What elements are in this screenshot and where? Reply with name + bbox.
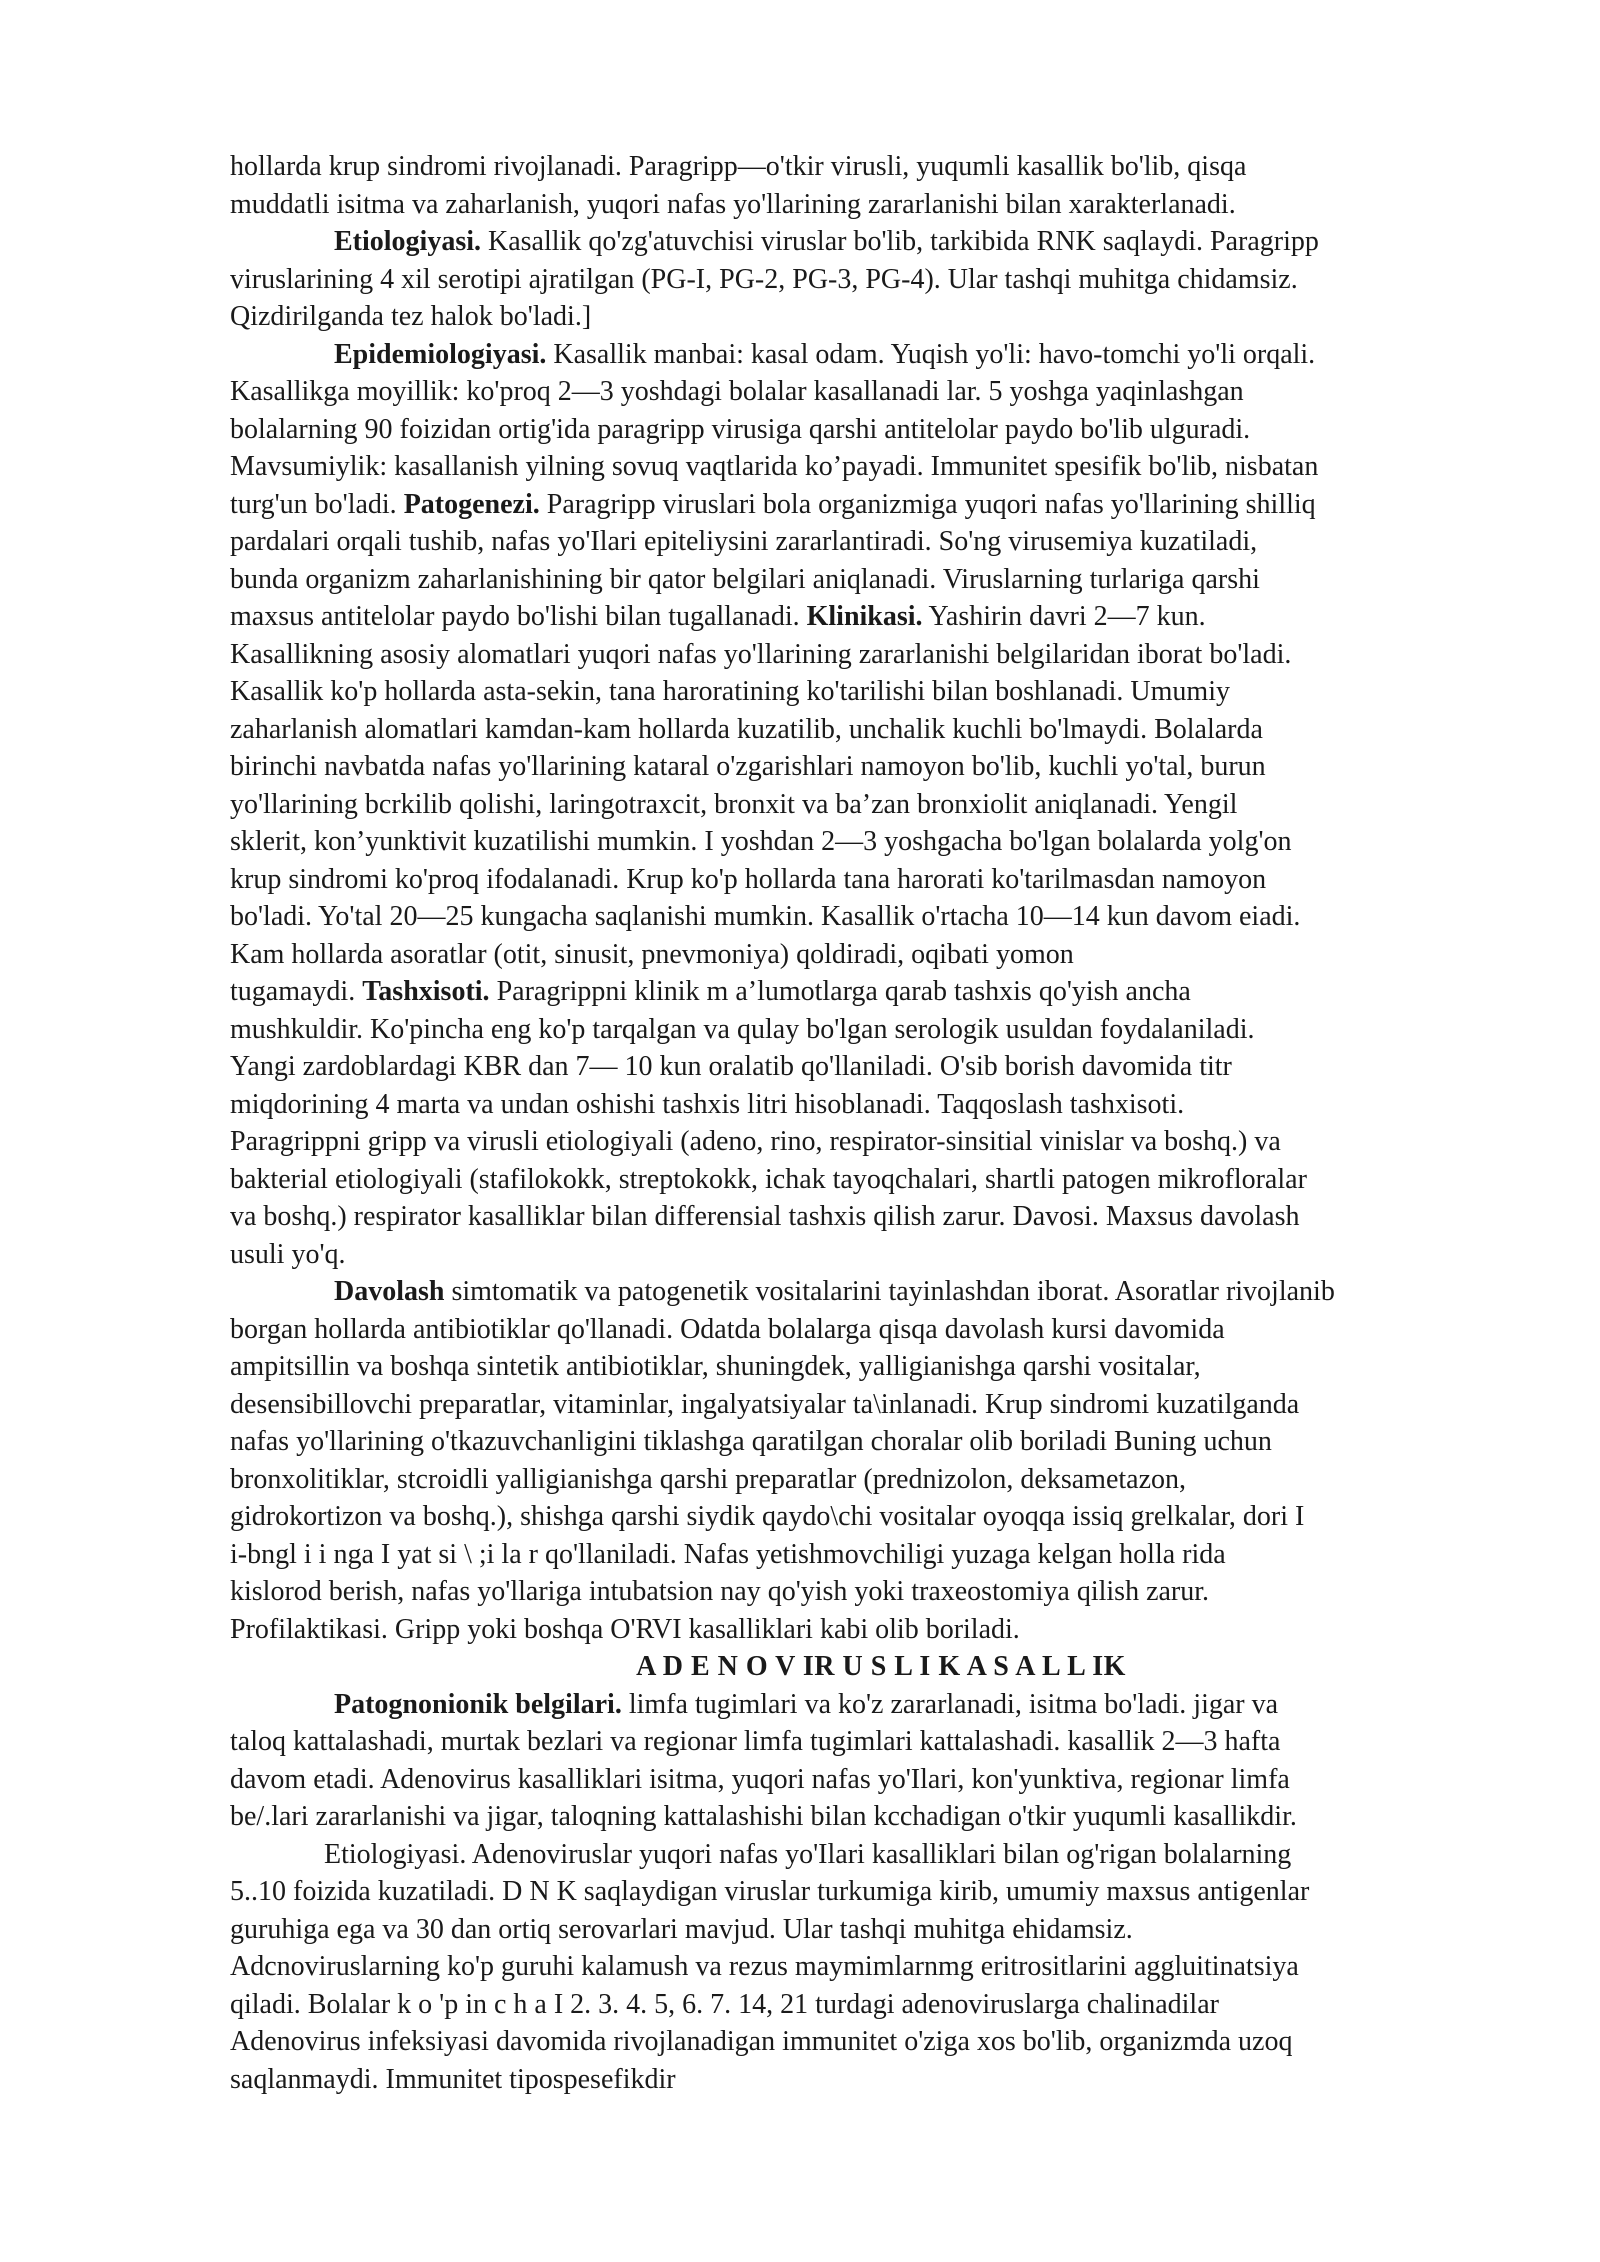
line-text: Adcnoviruslarning ko'p guruhi kalamush va rezus maymimlarnmg eritrositlarini aggluitinatsiya (230, 1951, 1299, 1982)
line-text: Kasallikga moyillik: ko'proq 2—3 yoshdagi bolalar kasallanadi lar. 5 yoshga yaqinlashgan (230, 376, 1244, 407)
text-line (230, 1798, 1492, 1836)
text-line (230, 148, 1492, 186)
line-text: yo'llarining bcrkilib qolishi, laringotraxcit, bronxit va ba’zan bronxiolit aniqlanadi. Yengil (230, 788, 1238, 820)
line-text: turg'un bo'ladi. (230, 488, 404, 520)
text-line (230, 1498, 1492, 1536)
line-text: pardalari orqali tushib, nafas yo'Ilari epiteliysini zararlantiradi. So'ng virusemiya kuzatiladi, (230, 526, 1258, 557)
line-text: usuli yo'q. (230, 1238, 346, 1270)
line-text: birinchi navbatda nafas yo'llarining kataral o'zgarishlari namoyon bo'lib, kuchli yo'tal, burun (230, 751, 1266, 782)
text-line (230, 223, 1492, 261)
line-text: mushkuldir. Ko'pincha eng ko'p tarqalgan va qulay bo'lgan serologik usuldan foydalaniladi. (230, 1013, 1255, 1045)
text-line (230, 186, 1492, 224)
text-line (230, 2061, 1492, 2099)
bold-term: Patognonionik belgilari. (334, 1688, 622, 1720)
text-line (230, 2023, 1492, 2061)
text-line (230, 561, 1492, 599)
text-line (230, 1423, 1492, 1461)
line-text: viruslarining 4 xil serotipi ajratilgan (PG-I, PG-2, PG-3, PG-4). Ular tashqi muhitga chidamsiz. (230, 263, 1298, 295)
text-line (230, 1048, 1492, 1086)
text-line (230, 936, 1492, 974)
text-line (230, 598, 1492, 636)
text-line (230, 1836, 1492, 1874)
line-text: miqdorining 4 marta va undan oshishi tashxis litri hisoblanadi. Taqqoslash tashxisoti. (230, 1088, 1185, 1120)
line-text: bakterial etiologiyali (stafilokokk, streptokokk, ichak tayoqchalari, shartli patogen mikrofloralar (230, 1163, 1307, 1195)
line-text: 5..10 foizida kuzatiladi. D N K saqlaydigan viruslar turkumiga kirib, umumiy maxsus antigenlar (230, 1876, 1310, 1907)
text-line (230, 411, 1492, 449)
line-text: sklerit, kon’yunktivit kuzatilishi mumkin. I yoshdan 2—3 yoshgacha bo'lgan bolalarda yolg'on (230, 826, 1292, 857)
text-line (230, 1161, 1492, 1199)
text-line (230, 1123, 1492, 1161)
bold-term: Tashxisoti. (362, 976, 490, 1007)
line-text: qiladi. Bolalar k o 'p in c h a I 2. 3. 4. 5, 6. 7. 14, 21 turdagi adenoviruslarga chalinadilar (230, 1988, 1219, 2020)
text-line (230, 1611, 1492, 1649)
line-text: Paragrippni klinik m a’lumotlarga qarab tashxis qo'yish ancha (489, 976, 1191, 1007)
line-text: simtomatik va patogenetik vositalarini tayinlashdan iborat. Asoratlar rivojlanib (444, 1276, 1335, 1307)
bold-term: Klinikasi. (806, 601, 923, 632)
bold-term: Davolash (334, 1276, 445, 1307)
text-line (230, 1986, 1492, 2024)
line-text: davom etadi. Adenovirus kasalliklari isitma, yuqori nafas yo'Ilari, kon'yunktiva, regionar limfa (230, 1763, 1290, 1795)
bold-term: Etiologiyasi. (334, 226, 482, 257)
text-line (230, 1911, 1492, 1949)
line-text: ampitsillin va boshqa sintetik antibiotiklar, shuningdek, yalligianishga qarshi vositalar, (230, 1351, 1201, 1382)
line-text: A D E N O V IR U S L I K A S A L L IK (636, 1651, 1126, 1682)
section-heading (230, 1648, 1492, 1686)
text-line (230, 711, 1492, 749)
text-line (230, 1536, 1492, 1574)
text-line (230, 823, 1492, 861)
line-text: va boshq.) respirator kasalliklar bilan differensial tashxis qilish zarur. Davosi. Maxsus davolash (230, 1201, 1300, 1232)
line-text: zaharlanish alomatlari kamdan-kam hollarda kuzatilib, unchalik kuchli bo'lmaydi. Bolalarda (230, 713, 1263, 745)
line-text: hollarda krup sindromi rivojlanadi. Paragripp—o'tkir virusli, yuqumli kasallik bo'lib, qisqa (230, 151, 1247, 182)
text-line (230, 1348, 1492, 1386)
text-line (230, 336, 1492, 374)
line-text: Yangi zardoblardagi KBR dan 7— 10 kun oralatib qo'llaniladi. O'sib borish davomida titr (230, 1051, 1232, 1082)
text-line (230, 673, 1492, 711)
line-text: Paragripp viruslari bola organizmiga yuqori nafas yo'llarining shilliq (539, 488, 1316, 520)
text-line (230, 861, 1492, 899)
text-line (230, 261, 1492, 299)
text-line (230, 1273, 1492, 1311)
line-text: borgan hollarda antibiotiklar qo'llanadi. Odatda bolalarga qisqa davolash kursi davomida (230, 1313, 1225, 1345)
text-line (230, 636, 1492, 674)
text-line (230, 298, 1492, 336)
line-text: Adenovirus infeksiyasi davomida rivojlanadigan immunitet o'ziga xos bo'lib, organizmda uzoq (230, 2026, 1293, 2057)
line-text: Profilaktikasi. Gripp yoki boshqa O'RVI kasalliklari kabi olib boriladi. (230, 1613, 1020, 1645)
text-line (230, 1461, 1492, 1499)
line-text: Kasallik manbai: kasal odam. Yuqish yo'li: havo-tomchi yo'li orqali. (546, 338, 1316, 370)
text-line (230, 1723, 1492, 1761)
line-text: desensibillovchi preparatlar, vitaminlar, ingalyatsiyalar ta\inlanadi. Krup sindromi kuzatilganda (230, 1388, 1300, 1420)
text-line (230, 1236, 1492, 1274)
text-line (230, 973, 1492, 1011)
text-line (230, 1311, 1492, 1349)
line-text: Paragrippni gripp va virusli etiologiyali (adeno, rino, respirator-sinsitial vinislar va boshq.) va (230, 1126, 1281, 1157)
text-line (230, 1011, 1492, 1049)
text-line (230, 373, 1492, 411)
line-text: Yashirin davri 2—7 kun. (922, 601, 1206, 632)
line-text: Qizdirilganda tez halok bo'ladi.] (230, 301, 592, 332)
line-text: Etiologiyasi. Adenoviruslar yuqori nafas yo'Ilari kasalliklari bilan og'rigan bolalarning (324, 1838, 1292, 1870)
line-text: saqlanmaydi. Immunitet tipospesefikdir (230, 2063, 676, 2095)
text-line (230, 1386, 1492, 1424)
line-text: muddatli isitma va zaharlanish, yuqori nafas yo'llarining zararlanishi bilan xarakterlanadi. (230, 188, 1236, 220)
line-text: Kasallik qo'zg'atuvchisi viruslar bo'lib, tarkibida RNK saqlaydi. Paragripp (481, 226, 1319, 257)
text-line (230, 748, 1492, 786)
line-text: i-bngl i i nga I yat si \ ;i la r qo'llaniladi. Nafas yetishmovchiligi yuzaga kelgan holla rida (230, 1538, 1226, 1570)
line-text: Kasallikning asosiy alomatlari yuqori nafas yo'llarining zararlanishi belgilaridan iborat bo'ladi. (230, 638, 1292, 670)
line-text: bolalarning 90 foizidan ortig'ida paragripp virusiga qarshi antitelolar paydo bo'lib ulguradi. (230, 413, 1251, 445)
line-text: bunda organizm zaharlanishining bir qator belgilari aniqlanadi. Viruslarning turlariga qarshi (230, 563, 1260, 595)
text-line (230, 786, 1492, 824)
bold-term: Patogenezi. (403, 488, 540, 520)
bold-term: Epidemiologiyasi. (334, 338, 547, 370)
line-text: Kam hollarda asoratlar (otit, sinusit, pnevmoniya) qoldiradi, oqibati yomon (230, 938, 1074, 970)
text-line (230, 1573, 1492, 1611)
text-line (230, 1198, 1492, 1236)
line-text: bronxolitiklar, stcroidli yalligianishga qarshi preparatlar (prednizolon, deksametazon, (230, 1463, 1187, 1495)
line-text: nafas yo'llarining o'tkazuvchanligini tiklashga qaratilgan choralar olib boriladi Buning uchun (230, 1426, 1272, 1457)
text-line (230, 486, 1492, 524)
text-line (230, 898, 1492, 936)
text-line (230, 1873, 1492, 1911)
line-text: maxsus antitelolar paydo bo'lishi bilan tugallanadi. (230, 601, 807, 632)
line-text: bo'ladi. Yo'tal 20—25 kungacha saqlanishi mumkin. Kasallik o'rtacha 10—14 kun davom eiadi. (230, 901, 1301, 932)
text-line (230, 1686, 1492, 1724)
line-text: be/.lari zararlanishi va jigar, taloqning kattalashishi bilan kcchadigan o'tkir yuqumli kasallikdir. (230, 1801, 1297, 1832)
text-line (230, 523, 1492, 561)
line-text: Mavsumiylik: kasallanish yilning sovuq vaqtlarida ko’payadi. Immunitet spesifik bo'lib, nisbatan (230, 451, 1319, 482)
document-page (230, 148, 1492, 2098)
line-text: guruhiga ega va 30 dan ortiq serovarlari mavjud. Ular tashqi muhitga ehidamsiz. (230, 1913, 1133, 1945)
text-line (230, 1761, 1492, 1799)
line-text: limfa tugimlari va ko'z zararlanadi, isitma bo'ladi. jigar va (621, 1688, 1279, 1720)
text-line (230, 1086, 1492, 1124)
line-text: krup sindromi ko'proq ifodalanadi. Krup ko'p hollarda tana harorati ko'tarilmasdan namoyon (230, 863, 1267, 895)
line-text: kislorod berish, nafas yo'llariga intubatsion nay qo'yish yoki traxeostomiya qilish zarur. (230, 1576, 1210, 1607)
line-text: tugamaydi. (230, 976, 363, 1007)
line-text: gidrokortizon va boshq.), shishga qarshi siydik qaydo\chi vositalar oyoqqa issiq grelkalar, dori I (230, 1501, 1305, 1532)
text-line (230, 1948, 1492, 1986)
line-text: Kasallik ko'p hollarda asta-sekin, tana haroratining ko'tarilishi bilan boshlanadi. Umumiy (230, 676, 1230, 707)
text-line (230, 448, 1492, 486)
line-text: taloq kattalashadi, murtak bezlari va regionar limfa tugimlari kattalashadi. kasallik 2—3 hafta (230, 1726, 1281, 1757)
